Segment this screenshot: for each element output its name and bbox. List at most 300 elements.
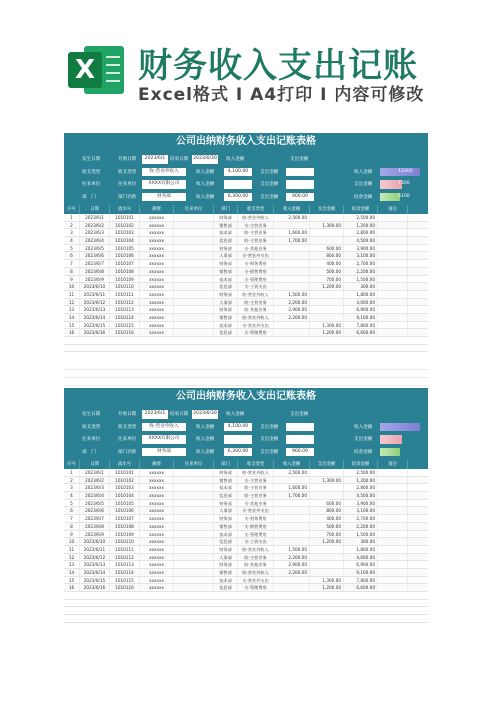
table-cell[interactable]: 2023/6/5 bbox=[80, 245, 110, 252]
start-date-field[interactable]: 2023/6/1 bbox=[142, 155, 168, 164]
table-cell[interactable]: 支-工资支出 bbox=[238, 538, 274, 545]
table-cell[interactable]: 1010107 bbox=[110, 260, 140, 267]
table-cell[interactable] bbox=[274, 500, 310, 507]
table-cell[interactable]: 2023/6/11 bbox=[80, 546, 110, 553]
table-cell[interactable]: 1,500.00 bbox=[344, 531, 378, 538]
table-cell[interactable] bbox=[378, 252, 408, 259]
table-cell[interactable]: 财务部 bbox=[214, 260, 238, 267]
table-cell[interactable]: 9 bbox=[64, 276, 80, 283]
table-cell[interactable]: 3,900.00 bbox=[344, 245, 378, 252]
expense-field[interactable] bbox=[286, 180, 314, 189]
table-cell[interactable]: 6,900.00 bbox=[344, 561, 378, 568]
table-cell[interactable]: xxxxxx bbox=[140, 268, 174, 275]
table-row[interactable] bbox=[64, 492, 428, 500]
empty-row[interactable] bbox=[64, 592, 428, 600]
table-cell[interactable] bbox=[174, 260, 214, 267]
table-cell[interactable]: 2 bbox=[64, 222, 80, 229]
table-cell[interactable] bbox=[310, 561, 344, 568]
table-cell[interactable]: 技术部 bbox=[214, 577, 238, 584]
table-cell[interactable]: xxxxxx bbox=[140, 314, 174, 321]
table-cell[interactable]: 1010111 bbox=[110, 291, 140, 298]
table-cell[interactable]: 4,500.00 bbox=[344, 237, 378, 244]
table-row[interactable] bbox=[64, 314, 428, 322]
table-row[interactable] bbox=[64, 538, 428, 546]
table-cell[interactable] bbox=[174, 229, 214, 236]
table-cell[interactable]: 1010116 bbox=[110, 329, 140, 336]
table-cell[interactable] bbox=[274, 507, 310, 514]
table-cell[interactable]: 收-其他业务 bbox=[238, 561, 274, 568]
table-cell[interactable]: xxxxxx bbox=[140, 577, 174, 584]
table-cell[interactable]: 800.00 bbox=[310, 252, 344, 259]
table-cell[interactable]: 2023/6/1 bbox=[80, 214, 110, 221]
table-cell[interactable]: 2 bbox=[64, 477, 80, 484]
table-cell[interactable] bbox=[378, 531, 408, 538]
table-cell[interactable]: 6 bbox=[64, 252, 80, 259]
table-cell[interactable]: xxxxxx bbox=[140, 291, 174, 298]
expense-field[interactable] bbox=[286, 423, 314, 432]
table-cell[interactable]: xxxxxx bbox=[140, 531, 174, 538]
table-cell[interactable]: 2023/6/15 bbox=[80, 577, 110, 584]
type-select[interactable]: 收-营业外收入 bbox=[142, 168, 186, 177]
table-cell[interactable]: 信息部 bbox=[214, 584, 238, 591]
table-cell[interactable]: 5 bbox=[64, 245, 80, 252]
table-cell[interactable]: 1,200.00 bbox=[310, 283, 344, 290]
table-cell[interactable]: 2023/6/2 bbox=[80, 477, 110, 484]
table-cell[interactable] bbox=[274, 322, 310, 329]
table-cell[interactable]: 2023/6/8 bbox=[80, 523, 110, 530]
table-cell[interactable]: 销售部 bbox=[214, 477, 238, 484]
table-cell[interactable] bbox=[174, 477, 214, 484]
table-cell[interactable]: 2023/6/12 bbox=[80, 554, 110, 561]
table-cell[interactable] bbox=[378, 283, 408, 290]
table-row[interactable] bbox=[64, 329, 428, 337]
table-cell[interactable]: 2023/6/10 bbox=[80, 283, 110, 290]
table-cell[interactable]: 1010102 bbox=[110, 477, 140, 484]
table-cell[interactable]: 1 bbox=[64, 214, 80, 221]
table-cell[interactable]: 16 bbox=[64, 584, 80, 591]
table-cell[interactable] bbox=[274, 283, 310, 290]
table-cell[interactable]: xxxxxx bbox=[140, 214, 174, 221]
table-cell[interactable]: xxxxxx bbox=[140, 477, 174, 484]
table-cell[interactable]: 销售部 bbox=[214, 314, 238, 321]
table-cell[interactable]: 11 bbox=[64, 291, 80, 298]
table-row[interactable] bbox=[64, 477, 428, 485]
table-cell[interactable]: 4,600.00 bbox=[344, 554, 378, 561]
table-cell[interactable]: 7 bbox=[64, 515, 80, 522]
empty-row[interactable] bbox=[64, 615, 428, 623]
table-cell[interactable]: 7,800.00 bbox=[344, 322, 378, 329]
table-cell[interactable]: 2023/6/12 bbox=[80, 299, 110, 306]
partner-field[interactable]: XXXX有限公司 bbox=[142, 435, 186, 444]
department-field[interactable]: 财务部 bbox=[142, 193, 186, 202]
table-row[interactable] bbox=[64, 561, 428, 569]
table-cell[interactable]: 2,700.00 bbox=[344, 515, 378, 522]
table-cell[interactable]: 3,100.00 bbox=[344, 507, 378, 514]
table-cell[interactable]: 1 bbox=[64, 469, 80, 476]
expense-field[interactable] bbox=[286, 168, 314, 177]
table-cell[interactable]: 9 bbox=[64, 531, 80, 538]
table-cell[interactable]: xxxxxx bbox=[140, 245, 174, 252]
table-cell[interactable]: 2,500.00 bbox=[344, 214, 378, 221]
table-cell[interactable]: 2,900.00 bbox=[274, 561, 310, 568]
table-row[interactable] bbox=[64, 523, 428, 531]
table-cell[interactable]: 800.00 bbox=[310, 507, 344, 514]
table-cell[interactable]: xxxxxx bbox=[140, 283, 174, 290]
table-cell[interactable]: 2023/6/14 bbox=[80, 569, 110, 576]
table-cell[interactable]: 2,500.00 bbox=[344, 469, 378, 476]
table-cell[interactable]: 支-管理费用 bbox=[238, 531, 274, 538]
table-cell[interactable]: 14 bbox=[64, 314, 80, 321]
end-date-field[interactable]: 2023/6/30 bbox=[192, 155, 218, 164]
table-cell[interactable]: xxxxxx bbox=[140, 484, 174, 491]
table-cell[interactable]: 销售部 bbox=[214, 569, 238, 576]
table-cell[interactable] bbox=[174, 577, 214, 584]
table-cell[interactable] bbox=[274, 222, 310, 229]
table-cell[interactable]: 600.00 bbox=[310, 500, 344, 507]
table-cell[interactable]: 1010109 bbox=[110, 531, 140, 538]
table-cell[interactable] bbox=[378, 523, 408, 530]
table-cell[interactable]: 财务部 bbox=[214, 561, 238, 568]
table-row[interactable] bbox=[64, 229, 428, 237]
table-row[interactable] bbox=[64, 515, 428, 523]
table-cell[interactable] bbox=[174, 291, 214, 298]
table-cell[interactable] bbox=[174, 538, 214, 545]
table-cell[interactable]: 2023/6/14 bbox=[80, 314, 110, 321]
table-cell[interactable]: 300.00 bbox=[344, 283, 378, 290]
empty-row[interactable] bbox=[64, 600, 428, 608]
table-cell[interactable]: 1010101 bbox=[110, 469, 140, 476]
table-cell[interactable]: 1010115 bbox=[110, 322, 140, 329]
table-cell[interactable]: 信息部 bbox=[214, 283, 238, 290]
table-cell[interactable]: 9,100.00 bbox=[344, 569, 378, 576]
table-cell[interactable]: 6,600.00 bbox=[344, 329, 378, 336]
table-cell[interactable]: 1010112 bbox=[110, 299, 140, 306]
table-cell[interactable]: 技术部 bbox=[214, 531, 238, 538]
table-cell[interactable]: 2,200.00 bbox=[344, 268, 378, 275]
table-cell[interactable] bbox=[378, 268, 408, 275]
table-cell[interactable] bbox=[378, 569, 408, 576]
table-cell[interactable]: 人事部 bbox=[214, 554, 238, 561]
table-cell[interactable]: 2,500.00 bbox=[274, 214, 310, 221]
end-date-field[interactable]: 2023/6/30 bbox=[192, 410, 218, 419]
table-cell[interactable] bbox=[274, 477, 310, 484]
table-cell[interactable]: xxxxxx bbox=[140, 554, 174, 561]
table-cell[interactable]: 收-营业外收入 bbox=[238, 214, 274, 221]
table-cell[interactable]: 6,900.00 bbox=[344, 306, 378, 313]
table-cell[interactable]: 400.00 bbox=[310, 260, 344, 267]
table-cell[interactable]: 财务部 bbox=[214, 291, 238, 298]
table-cell[interactable]: 销售部 bbox=[214, 268, 238, 275]
table-row[interactable] bbox=[64, 531, 428, 539]
table-cell[interactable]: 1,500.00 bbox=[274, 291, 310, 298]
table-cell[interactable]: 2023/6/4 bbox=[80, 237, 110, 244]
table-cell[interactable] bbox=[378, 322, 408, 329]
table-cell[interactable]: 2023/6/15 bbox=[80, 322, 110, 329]
table-cell[interactable] bbox=[378, 237, 408, 244]
table-cell[interactable]: 2023/6/5 bbox=[80, 500, 110, 507]
table-cell[interactable]: 1,300.00 bbox=[310, 477, 344, 484]
table-cell[interactable]: 支-主营业务 bbox=[238, 477, 274, 484]
table-row[interactable] bbox=[64, 245, 428, 253]
table-cell[interactable] bbox=[378, 314, 408, 321]
table-cell[interactable]: 销售部 bbox=[214, 222, 238, 229]
table-cell[interactable]: 1,800.00 bbox=[344, 546, 378, 553]
table-cell[interactable] bbox=[378, 306, 408, 313]
table-cell[interactable]: 3 bbox=[64, 484, 80, 491]
expense-field[interactable]: 900.00 bbox=[286, 448, 314, 457]
table-cell[interactable]: xxxxxx bbox=[140, 306, 174, 313]
table-cell[interactable] bbox=[310, 469, 344, 476]
table-cell[interactable]: 2023/6/11 bbox=[80, 291, 110, 298]
table-cell[interactable]: 1,800.00 bbox=[344, 291, 378, 298]
table-cell[interactable] bbox=[310, 546, 344, 553]
table-cell[interactable]: 1010103 bbox=[110, 229, 140, 236]
table-cell[interactable]: 4 bbox=[64, 492, 80, 499]
table-cell[interactable] bbox=[174, 584, 214, 591]
table-row[interactable] bbox=[64, 214, 428, 222]
table-cell[interactable]: 支-财务费用 bbox=[238, 515, 274, 522]
table-cell[interactable] bbox=[174, 507, 214, 514]
table-cell[interactable]: 1,700.00 bbox=[274, 492, 310, 499]
table-cell[interactable]: 1010110 bbox=[110, 283, 140, 290]
expense-field[interactable]: 900.00 bbox=[286, 193, 314, 202]
table-cell[interactable]: 财务部 bbox=[214, 515, 238, 522]
table-cell[interactable]: 技术部 bbox=[214, 229, 238, 236]
table-cell[interactable]: 1,600.00 bbox=[274, 484, 310, 491]
table-cell[interactable] bbox=[378, 245, 408, 252]
table-cell[interactable]: 1010111 bbox=[110, 546, 140, 553]
table-cell[interactable]: 收-营业外收入 bbox=[238, 469, 274, 476]
table-cell[interactable]: 1010104 bbox=[110, 492, 140, 499]
table-row[interactable] bbox=[64, 577, 428, 585]
table-cell[interactable]: 2,800.00 bbox=[344, 229, 378, 236]
table-cell[interactable]: 4,000.00 bbox=[344, 299, 378, 306]
table-cell[interactable]: 1010113 bbox=[110, 306, 140, 313]
table-cell[interactable]: 2023/6/13 bbox=[80, 561, 110, 568]
expense-field[interactable] bbox=[286, 435, 314, 444]
table-cell[interactable]: 1010108 bbox=[110, 523, 140, 530]
table-row[interactable] bbox=[64, 306, 428, 314]
table-cell[interactable] bbox=[378, 561, 408, 568]
table-cell[interactable]: xxxxxx bbox=[140, 299, 174, 306]
table-cell[interactable]: 支-销售费用 bbox=[238, 268, 274, 275]
table-cell[interactable] bbox=[174, 222, 214, 229]
table-cell[interactable]: 2023/6/4 bbox=[80, 492, 110, 499]
table-cell[interactable]: 2,800.00 bbox=[344, 484, 378, 491]
table-cell[interactable]: 400.00 bbox=[310, 515, 344, 522]
table-cell[interactable]: 财务部 bbox=[214, 500, 238, 507]
table-cell[interactable] bbox=[274, 268, 310, 275]
table-cell[interactable]: xxxxxx bbox=[140, 237, 174, 244]
table-cell[interactable]: 2023/6/9 bbox=[80, 531, 110, 538]
empty-row[interactable] bbox=[64, 607, 428, 615]
table-cell[interactable]: 13 bbox=[64, 561, 80, 568]
table-cell[interactable]: 14 bbox=[64, 569, 80, 576]
table-cell[interactable] bbox=[378, 538, 408, 545]
table-cell[interactable]: 4 bbox=[64, 237, 80, 244]
table-row[interactable] bbox=[64, 291, 428, 299]
table-cell[interactable]: 8 bbox=[64, 523, 80, 530]
table-cell[interactable]: 2,200.00 bbox=[274, 314, 310, 321]
start-date-field[interactable]: 2023/6/1 bbox=[142, 410, 168, 419]
table-cell[interactable]: 1010109 bbox=[110, 276, 140, 283]
table-cell[interactable] bbox=[174, 283, 214, 290]
table-cell[interactable]: 11 bbox=[64, 546, 80, 553]
table-cell[interactable] bbox=[174, 554, 214, 561]
table-cell[interactable]: 10 bbox=[64, 283, 80, 290]
table-row[interactable] bbox=[64, 222, 428, 230]
table-cell[interactable] bbox=[378, 477, 408, 484]
table-cell[interactable]: 700.00 bbox=[310, 531, 344, 538]
table-cell[interactable]: 支-营业外支出 bbox=[238, 252, 274, 259]
table-cell[interactable] bbox=[378, 500, 408, 507]
table-cell[interactable]: xxxxxx bbox=[140, 500, 174, 507]
table-cell[interactable]: 支-管理费用 bbox=[238, 276, 274, 283]
table-cell[interactable]: 13 bbox=[64, 306, 80, 313]
table-cell[interactable] bbox=[378, 507, 408, 514]
table-cell[interactable] bbox=[274, 531, 310, 538]
table-cell[interactable]: 1010101 bbox=[110, 214, 140, 221]
table-cell[interactable]: xxxxxx bbox=[140, 469, 174, 476]
table-cell[interactable] bbox=[174, 546, 214, 553]
table-cell[interactable]: 1010106 bbox=[110, 507, 140, 514]
table-cell[interactable]: 财务部 bbox=[214, 469, 238, 476]
table-cell[interactable]: xxxxxx bbox=[140, 515, 174, 522]
table-cell[interactable]: 1,200.00 bbox=[344, 222, 378, 229]
table-cell[interactable]: 1,200.00 bbox=[310, 538, 344, 545]
table-cell[interactable] bbox=[310, 291, 344, 298]
table-cell[interactable] bbox=[310, 299, 344, 306]
table-cell[interactable]: 4,500.00 bbox=[344, 492, 378, 499]
table-cell[interactable]: 支-财务费用 bbox=[238, 260, 274, 267]
table-cell[interactable]: 700.00 bbox=[310, 276, 344, 283]
table-cell[interactable]: 支-其他业务 bbox=[238, 245, 274, 252]
table-cell[interactable]: xxxxxx bbox=[140, 329, 174, 336]
table-cell[interactable]: xxxxxx bbox=[140, 492, 174, 499]
table-cell[interactable]: 2023/6/6 bbox=[80, 252, 110, 259]
table-cell[interactable] bbox=[174, 500, 214, 507]
table-cell[interactable]: 500.00 bbox=[310, 268, 344, 275]
table-cell[interactable]: xxxxxx bbox=[140, 322, 174, 329]
table-cell[interactable]: 2023/6/3 bbox=[80, 229, 110, 236]
table-cell[interactable]: 2023/6/6 bbox=[80, 507, 110, 514]
table-cell[interactable]: 1,300.00 bbox=[310, 222, 344, 229]
table-row[interactable] bbox=[64, 546, 428, 554]
table-cell[interactable] bbox=[174, 314, 214, 321]
table-row[interactable] bbox=[64, 322, 428, 330]
table-cell[interactable]: 2023/6/3 bbox=[80, 484, 110, 491]
table-cell[interactable]: 技术部 bbox=[214, 322, 238, 329]
table-cell[interactable]: 1,600.00 bbox=[274, 229, 310, 236]
table-cell[interactable]: xxxxxx bbox=[140, 569, 174, 576]
table-cell[interactable]: xxxxxx bbox=[140, 561, 174, 568]
table-row[interactable] bbox=[64, 299, 428, 307]
table-cell[interactable]: 信息部 bbox=[214, 329, 238, 336]
table-cell[interactable] bbox=[310, 492, 344, 499]
table-cell[interactable] bbox=[274, 538, 310, 545]
table-cell[interactable]: xxxxxx bbox=[140, 507, 174, 514]
table-cell[interactable] bbox=[174, 531, 214, 538]
table-cell[interactable]: 支-营业外支出 bbox=[238, 577, 274, 584]
table-row[interactable] bbox=[64, 569, 428, 577]
table-cell[interactable] bbox=[378, 554, 408, 561]
table-cell[interactable]: 2023/6/7 bbox=[80, 515, 110, 522]
table-cell[interactable]: 2,200.00 bbox=[274, 569, 310, 576]
table-row[interactable] bbox=[64, 484, 428, 492]
table-cell[interactable]: 2,900.00 bbox=[274, 306, 310, 313]
table-cell[interactable] bbox=[174, 299, 214, 306]
table-cell[interactable]: xxxxxx bbox=[140, 523, 174, 530]
table-cell[interactable] bbox=[174, 268, 214, 275]
table-row[interactable] bbox=[64, 554, 428, 562]
table-cell[interactable]: 9,100.00 bbox=[344, 314, 378, 321]
table-cell[interactable]: 财务部 bbox=[214, 214, 238, 221]
table-cell[interactable] bbox=[378, 229, 408, 236]
table-cell[interactable]: xxxxxx bbox=[140, 229, 174, 236]
table-cell[interactable]: 收-主营业务 bbox=[238, 554, 274, 561]
income-field[interactable]: 6,300.00 bbox=[224, 193, 252, 202]
table-cell[interactable] bbox=[174, 569, 214, 576]
table-cell[interactable]: 1010102 bbox=[110, 222, 140, 229]
table-cell[interactable]: 人事部 bbox=[214, 252, 238, 259]
table-cell[interactable]: xxxxxx bbox=[140, 260, 174, 267]
table-cell[interactable] bbox=[378, 222, 408, 229]
table-cell[interactable]: 1010116 bbox=[110, 584, 140, 591]
table-cell[interactable]: 收-其他业务 bbox=[238, 306, 274, 313]
table-cell[interactable] bbox=[310, 554, 344, 561]
table-cell[interactable] bbox=[174, 276, 214, 283]
table-cell[interactable] bbox=[310, 314, 344, 321]
table-cell[interactable]: 2023/6/16 bbox=[80, 584, 110, 591]
table-cell[interactable]: 2023/6/1 bbox=[80, 469, 110, 476]
table-cell[interactable]: 收-营业外收入 bbox=[238, 546, 274, 553]
table-cell[interactable]: xxxxxx bbox=[140, 276, 174, 283]
table-cell[interactable]: 1,200.00 bbox=[310, 584, 344, 591]
table-row[interactable] bbox=[64, 252, 428, 260]
table-cell[interactable]: 收-主营业务 bbox=[238, 229, 274, 236]
table-cell[interactable]: 2023/6/7 bbox=[80, 260, 110, 267]
table-cell[interactable]: 10 bbox=[64, 538, 80, 545]
table-cell[interactable] bbox=[378, 299, 408, 306]
department-field[interactable]: 财务部 bbox=[142, 448, 186, 457]
table-cell[interactable] bbox=[174, 484, 214, 491]
table-cell[interactable]: 收-主营业务 bbox=[238, 484, 274, 491]
empty-row[interactable] bbox=[64, 345, 428, 353]
table-cell[interactable] bbox=[174, 237, 214, 244]
table-cell[interactable]: 2,700.00 bbox=[344, 260, 378, 267]
table-cell[interactable]: 3,900.00 bbox=[344, 500, 378, 507]
table-cell[interactable] bbox=[310, 237, 344, 244]
table-cell[interactable]: 1010107 bbox=[110, 515, 140, 522]
table-cell[interactable] bbox=[174, 561, 214, 568]
table-cell[interactable]: 支-管理费用 bbox=[238, 329, 274, 336]
table-cell[interactable]: 销售部 bbox=[214, 523, 238, 530]
empty-row[interactable] bbox=[64, 337, 428, 345]
table-cell[interactable]: 财务部 bbox=[214, 245, 238, 252]
table-cell[interactable]: 12 bbox=[64, 554, 80, 561]
table-row[interactable] bbox=[64, 500, 428, 508]
table-cell[interactable] bbox=[174, 469, 214, 476]
table-cell[interactable]: 技术部 bbox=[214, 276, 238, 283]
table-row[interactable] bbox=[64, 260, 428, 268]
table-cell[interactable]: 5 bbox=[64, 500, 80, 507]
table-cell[interactable]: xxxxxx bbox=[140, 584, 174, 591]
table-row[interactable] bbox=[64, 283, 428, 291]
table-cell[interactable]: 收-主营业务 bbox=[238, 237, 274, 244]
table-cell[interactable] bbox=[378, 276, 408, 283]
table-cell[interactable]: 收-营业外收入 bbox=[238, 569, 274, 576]
income-field[interactable] bbox=[224, 180, 252, 189]
